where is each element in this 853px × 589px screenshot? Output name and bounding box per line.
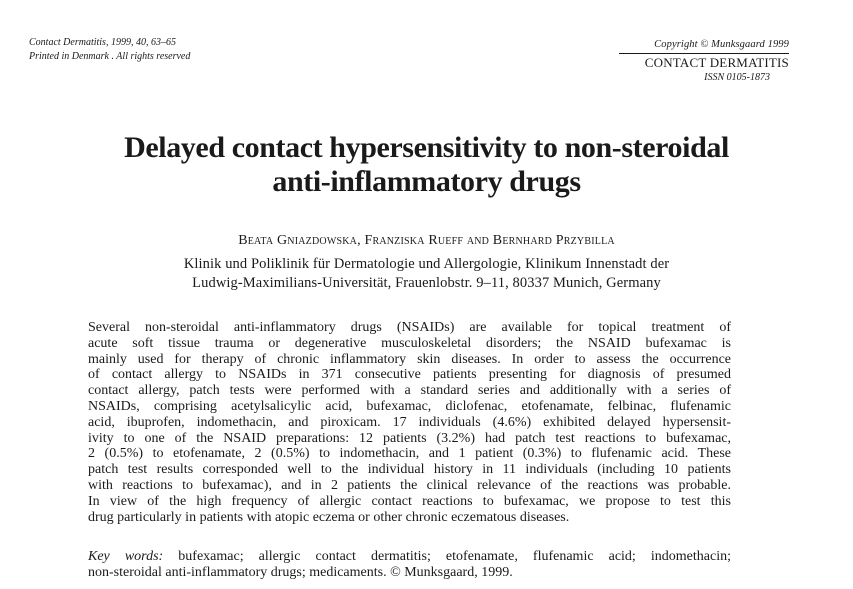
journal-name: CONTACT DERMATITIS (619, 53, 789, 71)
author-name: Franziska Rueff (364, 233, 464, 248)
keywords-label: Key words: (88, 549, 164, 564)
abstract-line: 2 (0.5%) to etofenamate, 2 (0.5%) to indomethacin, and 1 patient (0.3%) to flufenamic acid. These (88, 446, 731, 462)
abstract-line: mainly used for therapy of chronic inflammatory skin diseases. In order to assess the occurrence (88, 351, 731, 367)
printed-line: Printed in Denmark . All rights reserved (29, 51, 191, 62)
keywords-line-1 (88, 549, 731, 565)
abstract-line: NSAIDs, comprising acetylsalicylic acid, bufexamac, diclofenac, etofenamate, felbinac, flufenamic (88, 398, 731, 414)
title-line-1: Delayed contact hypersensitivity to non-steroidal (124, 131, 729, 164)
abstract-line: of contact allergy to NSAIDs in 371 consecutive patients presenting for diagnosis of presumed (88, 367, 731, 383)
copyright-line: Copyright © Munksgaard 1999 (654, 39, 789, 50)
issn-line: ISSN 0105-1873 (704, 72, 770, 83)
author-list (0, 232, 853, 250)
author-conjunction: and (463, 233, 493, 248)
abstract-line: patch test results corresponded well to the individual history in 11 individuals (including 10 patients (88, 462, 731, 478)
affiliation-line-2: Ludwig-Maximilians-Universität, Frauenlobstr. 9–11, 80337 Munich, Germany (192, 275, 661, 291)
journal-header (619, 38, 789, 85)
keywords-line-2: non-steroidal anti-inflammatory drugs; medicaments. © Munksgaard, 1999. (88, 564, 513, 580)
citation-line: Contact Dermatitis, 1999, 40, 63–65 (29, 37, 176, 48)
keywords-text: bufexamac; allergic contact dermatitis; etofenamate, flufenamic acid; indomethacin; (163, 549, 731, 564)
abstract-line: ivity to one of the NSAID preparations: 12 patients (3.2%) had patch test reactions to bufexamac, (88, 430, 731, 446)
abstract-line: contact allergy, patch tests were performed with a standard series and additionally with a series of (88, 383, 731, 399)
abstract-line: with reactions to bufexamac), and in 2 patients the clinical relevance of the reactions was probable. (88, 477, 731, 493)
abstract-line: Several non-steroidal anti-inflammatory drugs (NSAIDs) are available for topical treatment of (88, 320, 731, 335)
abstract (88, 320, 731, 525)
citation-header (29, 36, 190, 64)
abstract-line: In view of the high frequency of allergic contact reactions to bufexamac, we propose to test this (88, 493, 731, 509)
keywords (88, 549, 731, 581)
author-name: Beata Gniazdowska (238, 233, 358, 248)
abstract-line: acute soft tissue trauma or degenerative musculoskeletal disorders; the NSAID bufexamac is (88, 335, 731, 351)
affiliation (0, 255, 853, 293)
author-separator: , (357, 233, 365, 248)
title-line-2: anti-inflammatory drugs (272, 165, 581, 198)
abstract-line: acid, ibuprofen, indomethacin, and piroxicam. 17 individuals (4.6%) exhibited delayed hypersensit- (88, 414, 731, 430)
affiliation-line-1: Klinik und Poliklinik für Dermatologie und Allergologie, Klinikum Innenstadt der (183, 256, 670, 272)
abstract-line: drug particularly in patients with atopic eczema or other chronic eczematous diseases. (88, 509, 570, 525)
author-name: Bernhard Przybilla (492, 233, 615, 248)
article-title (0, 131, 853, 199)
